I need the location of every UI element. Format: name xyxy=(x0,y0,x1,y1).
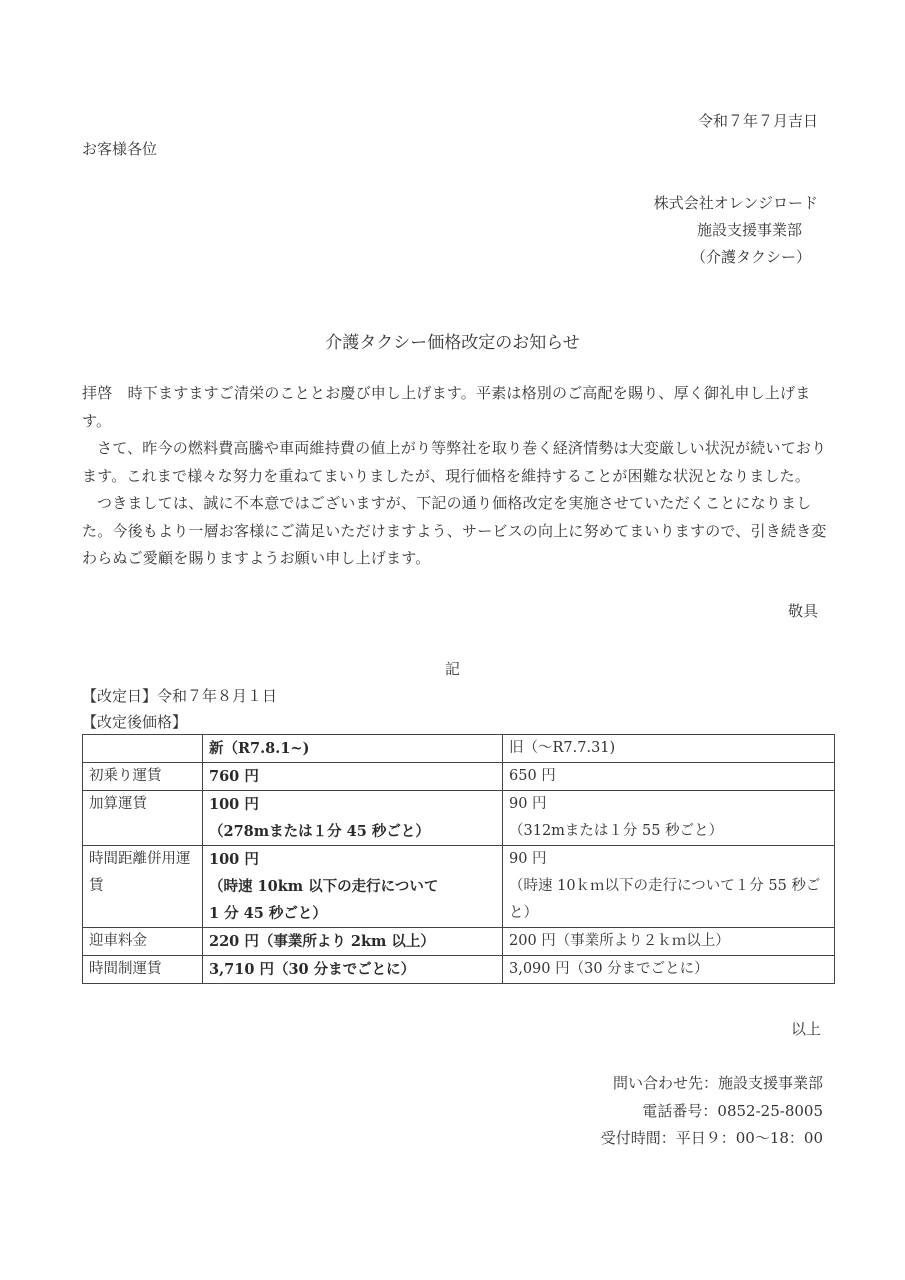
sender-department: 施設支援事業部 xyxy=(696,221,802,239)
row-new: 220 円（事業所より 2km 以上） xyxy=(203,928,503,956)
document-title: 介護タクシー価格改定のお知らせ xyxy=(325,333,580,353)
contact-hours: 受付時間：平日９：00～18：00 xyxy=(600,1129,823,1147)
addressee: お客様各位 xyxy=(82,140,158,158)
revised-prices-label: 【改定後価格】 xyxy=(82,713,188,731)
row-new-cell xyxy=(203,791,503,846)
sender-division: （介護タクシー） xyxy=(690,248,811,266)
row-old-cell xyxy=(503,791,835,846)
table-row xyxy=(83,846,835,928)
revision-date: 【改定日】令和７年８月１日 xyxy=(82,687,278,705)
document-date: 令和７年７月吉日 xyxy=(697,112,818,130)
row-new-cell xyxy=(203,846,503,928)
row-item: 迎車料金 xyxy=(83,928,203,956)
table-row xyxy=(83,928,835,956)
paragraph-situation: さて、昨今の燃料費高騰や車両維持費の値上がり等弊社を取り巻く経済情勢は大変厳しい状況が続いております。これまで様々な努力を重ねてまいりましたが、現行価格を維持することが困難な状況となりました。 xyxy=(82,439,827,485)
row-old-detail: （時速 10ｋｍ以下の走行について１分 55 秒ごと） xyxy=(509,878,821,921)
table-header-row xyxy=(83,735,835,763)
row-item: 時間制運賃 xyxy=(83,956,203,984)
paragraph-greeting: 拝啓 時下ますますご清栄のこととお慶び申し上げます。平素は格別のご高配を賜り、厚く御礼申し上げます。 xyxy=(82,384,811,430)
table-row xyxy=(83,956,835,984)
sender-company: 株式会社オレンジロード xyxy=(653,194,818,212)
row-old: 200 円（事業所より２ｋｍ以上） xyxy=(503,928,835,956)
closing: 敬具 xyxy=(787,602,818,620)
row-old: 3,090 円（30 分までごとに） xyxy=(503,956,835,984)
row-old-cell xyxy=(503,846,835,928)
row-new: 100 円 xyxy=(209,796,259,813)
header-old: 旧（～R7.7.31) xyxy=(503,735,835,763)
row-new: 760 円 xyxy=(203,763,503,791)
end-mark: 以上 xyxy=(790,1020,821,1038)
ki-mark: 記 xyxy=(444,660,460,678)
contact-inquiry: 問い合わせ先：施設支援事業部 xyxy=(612,1074,823,1092)
row-item: 加算運賃 xyxy=(83,791,203,846)
row-new-detail: （278mまたは１分 45 秒ごと） xyxy=(209,823,430,840)
row-old: 650 円 xyxy=(503,763,835,791)
row-old: 90 円 xyxy=(509,796,547,812)
row-new-detail-2: 1 分 45 秒ごと） xyxy=(209,905,327,922)
table-row xyxy=(83,763,835,791)
body-text xyxy=(82,380,827,573)
header-new: 新（R7.8.1~) xyxy=(203,735,503,763)
paragraph-announcement: つきましては、誠に不本意ではございますが、下記の通り価格改定を実施させていただくことになりました。今後もより一層お客様にご満足いただけますよう、サービスの向上に努めてまいりますので、引き続き変わらぬご愛顧を賜りますようお願い申し上げます。 xyxy=(82,494,827,567)
row-item: 初乗り運賃 xyxy=(83,763,203,791)
table-row xyxy=(83,791,835,846)
row-new: 100 円 xyxy=(209,851,259,868)
row-item: 時間距離併用運賃 xyxy=(83,846,203,928)
row-old-detail: （312mまたは１分 55 秒ごと） xyxy=(509,823,724,839)
row-old: 90 円 xyxy=(509,851,547,867)
contact-phone: 電話番号：0852-25-8005 xyxy=(642,1102,823,1120)
row-new-detail: （時速 10km 以下の走行について xyxy=(209,878,439,895)
header-item xyxy=(83,735,203,763)
price-table xyxy=(82,734,835,984)
row-new: 3,710 円（30 分までごとに） xyxy=(203,956,503,984)
